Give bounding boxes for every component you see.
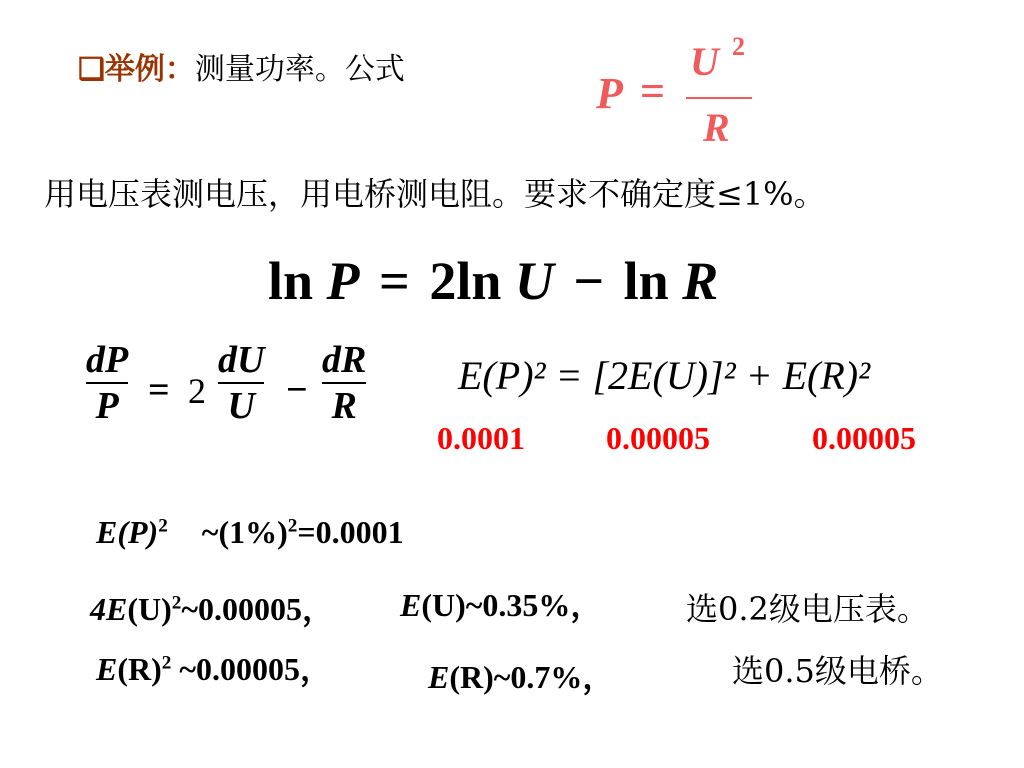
line-3-er: [428, 652, 614, 698]
log-p: P: [326, 251, 360, 311]
line2-value: ~0.00005，: [181, 591, 335, 627]
frac-dr-num: dR: [322, 339, 367, 381]
line1-value: =0.0001: [297, 514, 404, 550]
frac-du-u: [218, 338, 264, 428]
line3-value: ~0.00005，: [171, 651, 333, 687]
log-minus: −: [573, 251, 605, 311]
error-value-p: 0.0001: [437, 420, 525, 456]
line-3: [96, 644, 332, 690]
line1-sup: 2: [158, 515, 168, 537]
line-2-choice: 选0.2级电压表。: [686, 590, 929, 628]
line2-4e: 4E: [90, 591, 128, 627]
frac-dp-den: P: [95, 385, 119, 427]
line1-approx: ~(1%): [201, 514, 288, 550]
diff-eq: =: [148, 369, 170, 411]
log-ln-1: ln: [268, 251, 314, 311]
log-equation: [268, 250, 718, 312]
example-heading: [78, 50, 405, 90]
log-eq: =: [379, 251, 410, 311]
formula-power-eq: =: [640, 67, 666, 116]
formula-power-denominator: R: [703, 105, 730, 150]
diff-minus: −: [286, 369, 308, 411]
line-2-eu: [400, 580, 602, 626]
frac-dr-r: [322, 338, 366, 428]
log-r: R: [682, 251, 719, 311]
line-2: [90, 584, 334, 630]
log-ln-3: ln: [623, 251, 669, 311]
error-equation: E(P)² = [2E(U)]² + E(R)²: [458, 353, 871, 398]
frac-dr-den: R: [331, 385, 357, 427]
log-two: 2: [429, 251, 457, 311]
example-title: 测量功率。公式: [194, 52, 405, 87]
line-1: [96, 514, 404, 551]
log-ln-2: ln: [456, 251, 502, 311]
log-u: U: [514, 251, 554, 311]
line-3-choice: 选0.5级电桥。: [732, 652, 943, 690]
frac-dp-p: [86, 338, 128, 428]
frac-du-den: U: [227, 385, 255, 427]
line1-sup2: 2: [287, 515, 298, 537]
line2-e: E: [400, 587, 422, 623]
example-label: 举例：: [104, 52, 195, 87]
frac-dp-num: dP: [86, 339, 129, 381]
requirement-text: 用电压表测电压，用电桥测电阻。要求不确定度≤1%。: [44, 175, 826, 213]
formula-power-exponent: 2: [732, 32, 745, 61]
line1-ep: E(P): [96, 514, 159, 550]
error-value-u: 0.00005: [606, 420, 710, 456]
diff-two: 2: [188, 371, 206, 411]
frac-du-num: dU: [218, 339, 265, 381]
bullet-icon: ❑: [78, 52, 105, 87]
line2-eu-value: (U)~0.35%，: [421, 587, 603, 623]
line2-sup: 2: [171, 592, 182, 614]
line3-er-value: (R)~0.7%，: [449, 659, 615, 695]
line3-sup: 2: [161, 652, 172, 674]
formula-power-p: P: [596, 69, 623, 118]
error-value-r: 0.00005: [812, 420, 916, 456]
line3-e: E: [96, 651, 118, 687]
line2-u: (U): [127, 591, 172, 627]
line3-er-e: E: [428, 659, 450, 695]
line3-r: (R): [117, 651, 162, 687]
formula-power-bar: [686, 97, 752, 99]
formula-power-numerator: U: [690, 39, 719, 84]
